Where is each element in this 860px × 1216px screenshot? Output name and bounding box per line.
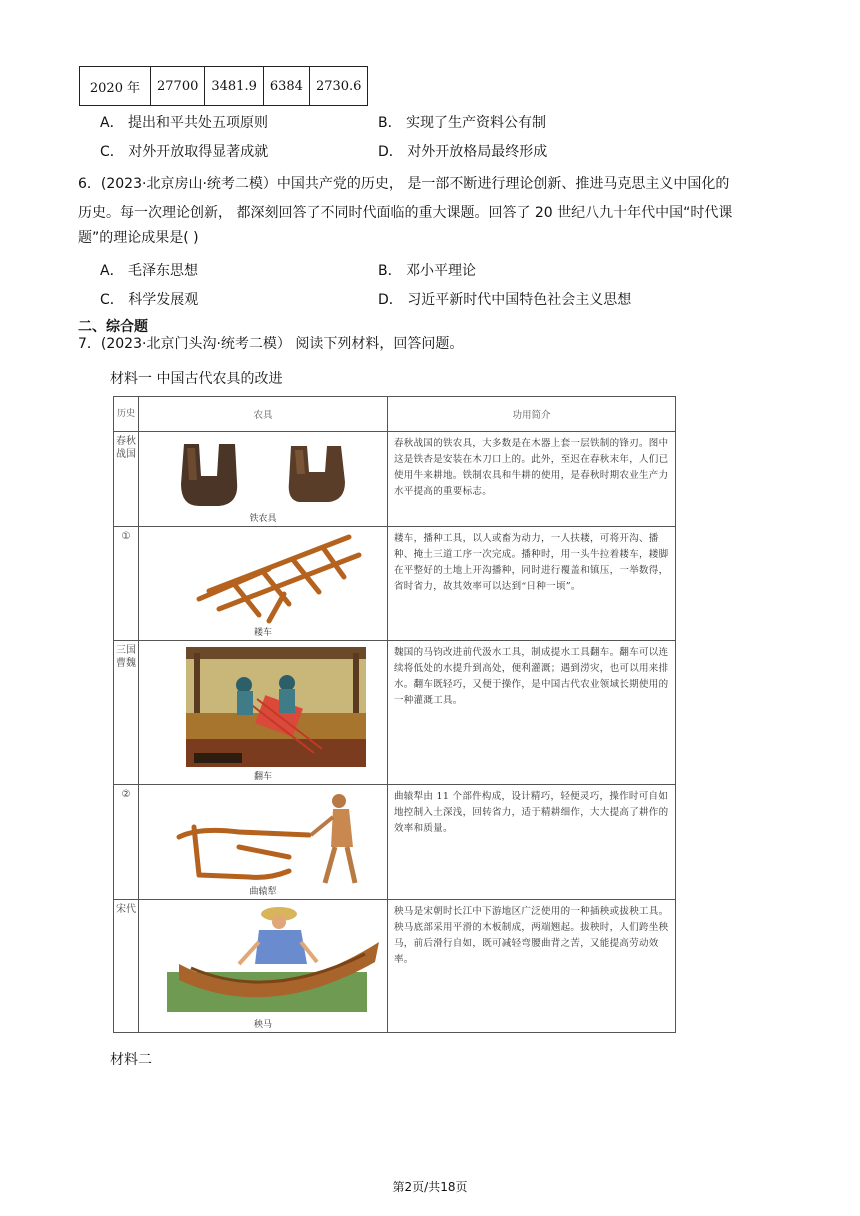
image-caption: 耧车: [253, 628, 272, 638]
q6-option-a[interactable]: [100, 260, 198, 280]
image-cell: [139, 900, 388, 1033]
curved-plow-illustration: [139, 787, 388, 887]
table-row: [114, 527, 676, 641]
table-header-row: [114, 397, 676, 432]
image-cell: [139, 432, 388, 527]
table-cell: 27700: [151, 67, 205, 106]
header-era: 历史: [114, 397, 139, 432]
option-text: 对外开放格局最终形成: [407, 144, 548, 160]
option-label: C．: [100, 144, 124, 160]
era-cell: ①: [114, 527, 139, 641]
q5-option-c[interactable]: [100, 141, 268, 161]
header-tool: 农具: [139, 397, 388, 432]
option-text: 提出和平共处五项原则: [128, 115, 269, 131]
image-caption: 秧马: [253, 1020, 272, 1030]
image-caption: 翻车: [253, 772, 272, 782]
option-label: A．: [100, 263, 124, 279]
option-label: B．: [378, 263, 402, 279]
page-number: 第2页/共18页: [392, 1180, 468, 1194]
table-cell: 2020 年: [80, 67, 151, 106]
table-cell: 3481.9: [205, 67, 264, 106]
q6-line-3: 题”的理论成果是( ): [78, 230, 199, 246]
table-row: [114, 785, 676, 900]
description-cell: 魏国的马钧改进前代汲水工具，制成提水工具翻车。翻车可以连续将低处的水提升到高处，便利灌溉；遇到涝灾，也可以用来排水。翻车既轻巧，又便于操作，是中国古代农业领域长期使用的一种灌溉工具。: [388, 641, 676, 785]
option-text: 科学发展观: [128, 292, 199, 308]
section-title: 二、综合题: [78, 319, 148, 335]
q6-option-c[interactable]: [100, 289, 198, 309]
iron-tools-illustration: [139, 434, 388, 512]
q6-option-d[interactable]: [378, 289, 631, 309]
q5-option-d[interactable]: [378, 141, 547, 161]
option-label: A．: [100, 115, 124, 131]
material2-title: 材料二: [110, 1052, 152, 1068]
era-cell: 春秋战国: [114, 432, 139, 527]
farm-tools-table: [113, 396, 676, 1033]
data-table-fragment: [79, 66, 368, 106]
description-cell: 耧车，播种工具，以人或畜为动力，一人扶耧，可将开沟、播种、掩土三道工序一次完成。播种时，用一头牛拉着耧车，耧脚在平整好的土地上开沟播种，同时进行覆盖和镇压，一举数得，省时省力，故其效率可以达到“日种一顷”。: [388, 527, 676, 641]
table-cell: 2730.6: [309, 67, 368, 106]
q5-option-b[interactable]: [378, 112, 546, 132]
description-cell: 春秋战国的铁农具，大多数是在木器上套一层铁制的锋刃。图中这是铁杏是安装在木刀口上的。此外，至迟在春秋末年，人们已使用牛来耕地。铁制农具和牛耕的使用，是春秋时期农业生产力水平提高的重要标志。: [388, 432, 676, 527]
table-row: [80, 67, 368, 106]
option-label: D．: [378, 292, 403, 308]
q6-line-2: 历史。每一次理论创新， 都深刻回答了不同时代面临的重大课题。回答了 20 世纪八九十年代中国“时代课: [78, 205, 733, 221]
option-label: D．: [378, 144, 403, 160]
option-text: 实现了生产资料公有制: [406, 115, 547, 131]
image-caption: 铁农具: [249, 514, 277, 524]
image-cell: [139, 527, 388, 641]
table-row: [114, 641, 676, 785]
q6-option-b[interactable]: [378, 260, 476, 280]
image-cell: [139, 641, 388, 785]
table-cell: 6384: [263, 67, 309, 106]
q6-line-1: 6．(2023·北京房山·统考二模）中国共产党的历史， 是一部不断进行理论创新、推进马克思主义中国化的: [78, 176, 730, 192]
description-cell: 曲辕犁由 11 个部件构成，设计精巧，轻便灵巧，操作时可自如地控制入土深浅，回转省力，适于精耕细作，大大提高了耕作的效率和质量。: [388, 785, 676, 900]
material1-title: 材料一 中国古代农具的改进: [110, 371, 283, 387]
option-text: 邓小平理论: [406, 263, 477, 279]
option-text: 毛泽东思想: [128, 263, 199, 279]
water-wheel-illustration: [139, 643, 388, 771]
table-row: [114, 900, 676, 1033]
option-text: 习近平新时代中国特色社会主义思想: [407, 292, 632, 308]
option-text: 对外开放取得显著成就: [128, 144, 269, 160]
header-function: 功用简介: [388, 397, 676, 432]
option-label: C．: [100, 292, 124, 308]
image-cell: [139, 785, 388, 900]
table-row: [114, 432, 676, 527]
q5-option-a[interactable]: [100, 112, 268, 132]
q7-prompt: 7．(2023·北京门头沟·统考二模） 阅读下列材料，回答问题。: [78, 336, 464, 352]
seed-drill-illustration: [139, 529, 388, 629]
option-label: B．: [378, 115, 402, 131]
description-cell: 秧马是宋朝时长江中下游地区广泛使用的一种插秧或拔秧工具。秧马底部采用平滑的木板制成，两端翘起。拔秧时，人们跨坐秧马，前后滑行自如，既可减轻弯腰曲背之苦，又能提高劳动效率。: [388, 900, 676, 1033]
era-cell: 宋代: [114, 900, 139, 1033]
era-cell: ②: [114, 785, 139, 900]
era-cell: 三国曹魏: [114, 641, 139, 785]
rice-horse-illustration: [139, 902, 388, 1020]
image-caption: 曲辕犁: [249, 887, 277, 897]
